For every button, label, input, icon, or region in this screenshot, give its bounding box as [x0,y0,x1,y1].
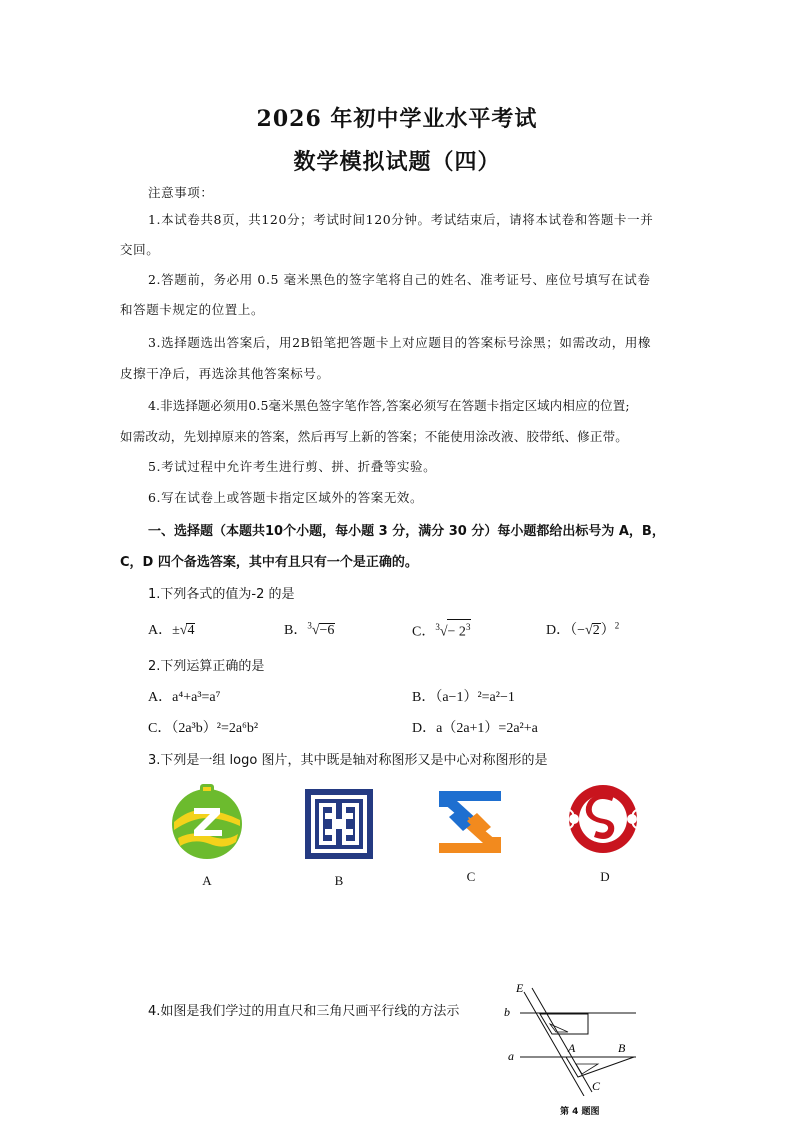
logo-c-caption: C [466,869,476,884]
radicand: −6 [319,623,335,638]
question-2-stem: 2.下列运算正确的是 [148,659,265,674]
logo-a-caption: A [202,873,212,888]
notes-heading: 注意事项： [148,185,214,200]
triangle-lower [566,1057,634,1077]
label-point-c: C [592,1079,601,1093]
radicand: 2 [592,623,600,638]
triangle-upper [540,1014,588,1034]
option-a-label: A．± [148,623,180,638]
sqrt-icon: √ [585,623,593,638]
question-4-figure [502,978,642,1096]
question-1-option-c [412,619,471,641]
sqrt-icon: √ [311,623,320,638]
section-1-instruction-line-2: C，D 四个备选答案，其中有且只有一个是正确的。 [120,555,418,570]
note-4-line-2: 如需改动，先划掉原来的答案，然后再写上新的答案；不能使用涂改液、胶带纸、修正带。 [120,429,629,444]
label-point-a: A [568,1041,576,1055]
question-3-stem: 3.下列是一组 logo 图片，其中既是轴对称图形又是中心对称图形的是 [148,753,548,768]
label-point-b: B [618,1041,626,1055]
triangle-inner [576,1064,598,1074]
question-2-option-a: A．a⁴+a³=a⁷ [148,690,221,705]
note-3-line-1: 3.选择题选出答案后，用2B铅笔把答题卡上对应题目的答案标号涂黑；如需改动，用橡 [148,335,652,350]
logo-d-caption: D [600,869,610,884]
option-d-label: D．（− [546,623,586,638]
exam-subtitle: 数学模拟试题（四） [293,149,501,175]
radicand-base: − 2 [447,624,466,640]
question-2-option-b: B．（a−1）²=a²−1 [412,690,515,705]
triangle-inner [550,1024,568,1032]
question-1-option-a [148,619,195,639]
section-1-instruction-line-1: 一、选择题（本题共10个小题，每小题 3 分，满分 30 分）每小题都给出标号为 A，B， [148,524,665,539]
note-5: 5.考试过程中允许考生进行剪、拼、折叠等实验。 [148,459,437,474]
root-index: 3 [307,620,312,631]
close-paren: ） [600,623,615,638]
radicand [447,619,472,640]
question-2-option-c: C．（2a³b）²=2a⁶b² [148,721,259,736]
note-2-line-2: 和答题卡规定的位置上。 [120,302,265,317]
note-1-line-1: 1.本试卷共8页，共120分；考试时间120分钟。考试结束后，请将本试卷和答题卡一并 [148,212,654,227]
figure-4-caption: 第 4 题图 [560,1107,600,1117]
root-index: 3 [435,622,440,632]
logo-a-image [170,782,244,862]
ruler-edge [532,988,592,1092]
logo-b-caption: B [334,873,344,888]
label-a-line: a [508,1049,514,1063]
note-3-line-2: 皮擦干净后，再选涂其他答案标号。 [120,366,330,381]
sqrt-icon: √ [439,624,448,640]
exponent: 2 [614,620,620,631]
question-4-stem: 4.如图是我们学过的用直尺和三角尺画平行线的方法示 [148,1004,460,1019]
logo-c-image [435,787,505,857]
note-4-line-1: 4.非选择题必须用0.5毫米黑色签字笔作答,答案必须写在答题卡指定区域内相应的位置; [148,398,630,413]
question-2-option-d: D．a（2a+1）=2a²+a [412,721,538,736]
label-b-line: b [504,1005,510,1019]
note-2-line-1: 2.答题前，务必用 0.5 毫米黑色的签字笔将自己的姓名、准考证号、座位号填写在试卷 [148,272,651,287]
question-1-option-b [284,619,335,639]
note-1-line-2: 交回。 [120,242,160,257]
radicand: 4 [187,623,195,638]
logo-d-image [566,783,640,855]
option-c-label: C． [412,624,436,640]
logo-b-image [305,789,373,859]
question-1-stem: 1.下列各式的值为-2 的是 [148,587,295,602]
label-e: E [516,981,524,995]
question-1-option-d [546,619,619,639]
radicand-exponent: 3 [465,622,471,632]
note-6: 6.写在试卷上或答题卡指定区域外的答案无效。 [148,490,424,505]
sqrt-icon: √ [179,623,188,638]
exam-title: 2026 年初中学业水平考试 [256,106,538,132]
option-b-label: B． [284,623,308,638]
